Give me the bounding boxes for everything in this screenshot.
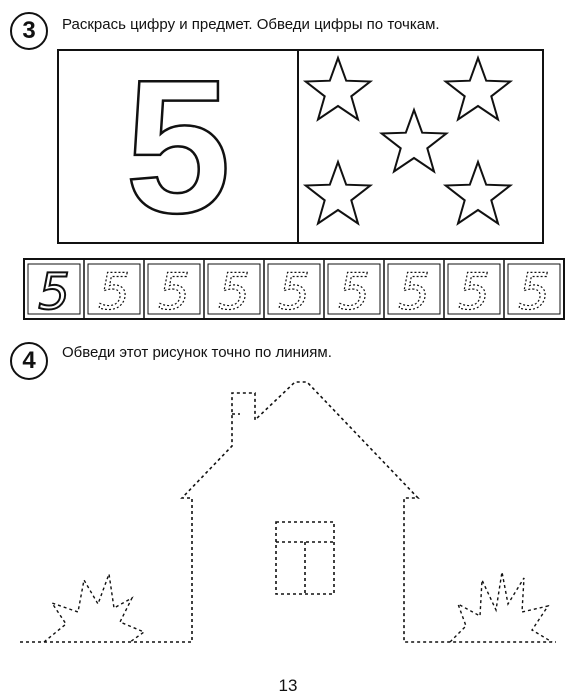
page-number: 13 — [278, 676, 298, 695]
star-icon — [382, 110, 447, 172]
dotted-trace-digit: 5 — [278, 263, 310, 321]
trace-strip — [24, 259, 564, 321]
task-number-badge: 4 — [10, 342, 48, 380]
dashed-grass-left — [44, 574, 144, 642]
big-digit-five: 5 — [125, 41, 231, 253]
dotted-trace-digit: 5 — [218, 263, 250, 321]
dotted-trace-digit: 5 — [458, 263, 490, 321]
dotted-trace-digit: 5 — [158, 263, 190, 321]
star-group — [306, 58, 511, 224]
dashed-house — [20, 382, 556, 642]
dotted-trace-digit: 5 — [338, 263, 370, 321]
stars-box — [298, 50, 543, 243]
dotted-trace-digit: 5 — [518, 263, 550, 321]
task-instruction: Раскрась цифру и предмет. Обведи цифры по точкам. — [62, 16, 440, 33]
sample-digit: 5 — [38, 263, 70, 321]
dotted-trace-digit: 5 — [98, 263, 130, 321]
dashed-grass-right — [450, 572, 552, 642]
dotted-trace-digit: 5 — [398, 263, 430, 321]
star-icon — [306, 162, 371, 224]
star-icon — [446, 58, 511, 120]
star-icon — [306, 58, 371, 120]
task-instruction: Обведи этот рисунок точно по линиям. — [62, 344, 332, 361]
task-number-badge: 3 — [10, 12, 48, 50]
star-icon — [446, 162, 511, 224]
